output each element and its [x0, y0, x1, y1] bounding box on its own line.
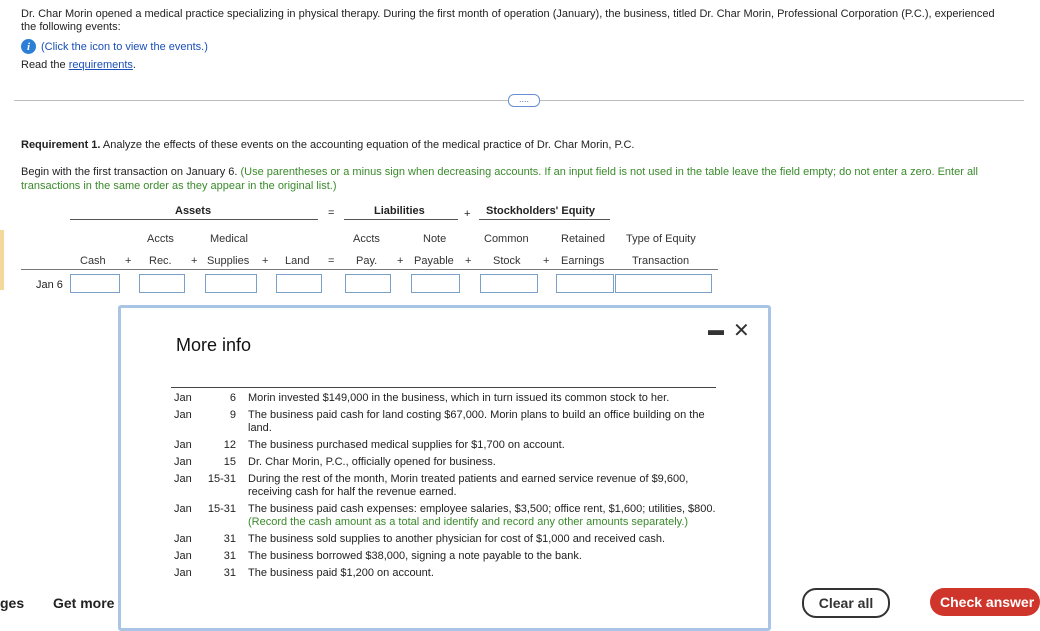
clear-all-button[interactable]: Clear all — [802, 588, 890, 618]
event-text — [248, 409, 716, 435]
common-stock-input[interactable] — [480, 274, 538, 293]
req1-label: Requirement 1. — [21, 139, 101, 151]
events-table — [171, 387, 716, 580]
event-row — [171, 409, 716, 435]
event-text — [248, 533, 716, 546]
req1-text: Analyze the effects of these events on the accounting equation of the medical practice of Dr. Char Morin, P.C. — [100, 139, 635, 151]
event-row — [171, 473, 716, 499]
event-description: The business borrowed $38,000, signing a note payable to the bank. — [248, 550, 582, 562]
info-line[interactable] — [21, 39, 208, 54]
event-text — [248, 439, 716, 452]
problem-intro: Dr. Char Morin opened a medical practice specializing in physical therapy. During the first month of operation (January), the business, titled Dr. Char Morin, Professional Corporation (P.C.), experienced the following events: — [21, 8, 995, 33]
col-pay: Pay. — [356, 255, 378, 267]
retained-earnings-input[interactable] — [556, 274, 614, 293]
col-common-top: Common — [484, 233, 529, 245]
requirement-1 — [21, 139, 634, 151]
accts-pay-input[interactable] — [345, 274, 391, 293]
header-rule — [21, 269, 718, 270]
col-land: Land — [285, 255, 310, 267]
event-text — [248, 550, 716, 563]
info-icon[interactable]: i — [21, 39, 36, 54]
left-edge-accent — [0, 230, 4, 290]
row-label: Jan 6 — [36, 279, 63, 291]
col-cash: Cash — [80, 255, 106, 267]
event-row — [171, 392, 716, 405]
event-description: The business sold supplies to another physician for cost of $1,000 and received cash. — [248, 533, 666, 545]
event-description: The business purchased medical supplies for $1,700 on account. — [248, 439, 565, 451]
event-text — [248, 567, 716, 580]
instructions — [21, 165, 1031, 193]
event-month: Jan — [174, 392, 192, 404]
event-text — [248, 503, 716, 529]
cash-input[interactable] — [70, 274, 120, 293]
event-month: Jan — [174, 409, 192, 421]
event-day: 15 — [223, 456, 236, 468]
liabilities-underline — [344, 219, 458, 220]
read-requirements — [21, 59, 136, 71]
event-day: 6 — [229, 392, 236, 404]
event-description: The business paid cash expenses: employee salaries, $3,500; office rent, $1,600; utilities, $800. — [248, 503, 716, 515]
event-day: 31 — [223, 550, 236, 562]
event-month: Jan — [174, 439, 192, 451]
read-prefix: Read the — [21, 59, 69, 71]
equity-header: Stockholders' Equity — [486, 205, 595, 217]
event-row — [171, 456, 716, 469]
assets-header: Assets — [175, 205, 212, 217]
expand-more-button[interactable]: .... — [508, 94, 540, 107]
plus-1: + — [125, 255, 132, 267]
get-more-help-button[interactable]: Get more — [53, 595, 115, 611]
event-month: Jan — [174, 503, 192, 515]
note-payable-input[interactable] — [411, 274, 460, 293]
supplies-input[interactable] — [205, 274, 257, 293]
close-icon[interactable]: ✕ — [733, 320, 750, 342]
plus-4: + — [397, 255, 404, 267]
event-description: The business paid $1,200 on account. — [248, 567, 434, 579]
plus-3: + — [262, 255, 269, 267]
plus-6: + — [543, 255, 550, 267]
plus-2: + — [191, 255, 198, 267]
col-earnings: Earnings — [561, 255, 605, 267]
event-description: Dr. Char Morin, P.C., officially opened for business. — [248, 456, 496, 468]
equals-sign: = — [328, 207, 335, 219]
liabilities-header: Liabilities — [374, 205, 425, 217]
event-row — [171, 533, 716, 546]
event-day: 12 — [223, 439, 236, 451]
view-events-link[interactable]: (Click the icon to view the events.) — [41, 40, 208, 53]
equity-underline — [479, 219, 610, 220]
event-description: During the rest of the month, Morin treated patients and earned service revenue of $9,600, receiving cash for half the revenue earned. — [248, 473, 689, 498]
event-day: 15-31 — [207, 503, 236, 515]
event-description: The business paid cash for land costing $67,000. Morin plans to build an office building on the land. — [248, 409, 705, 434]
check-answer-button[interactable]: Check answer — [930, 588, 1040, 616]
event-hint: (Record the cash amount as a total and identify and record any other amounts separately.) — [248, 516, 689, 528]
requirements-link[interactable]: requirements — [68, 59, 133, 71]
minimize-icon[interactable]: ▬ — [708, 322, 724, 339]
event-row — [171, 439, 716, 452]
more-info-dialog — [118, 305, 771, 631]
col-transaction: Transaction — [632, 255, 690, 267]
col-accts-pay-top: Accts — [353, 233, 380, 245]
instr-text: Begin with the first transaction on January 6. — [21, 166, 241, 178]
event-month: Jan — [174, 550, 192, 562]
land-input[interactable] — [276, 274, 322, 293]
event-month: Jan — [174, 456, 192, 468]
col-stock: Stock — [493, 255, 521, 267]
event-day: 15-31 — [207, 473, 236, 485]
instr-hint: (Use parentheses or a minus sign when decreasing accounts. If an input field is not used in the table leave the field empty; do not enter a zero. Enter all transactions in the same order as they appear in the original list.) — [21, 166, 978, 192]
col-type-equity-top: Type of Equity — [626, 233, 696, 245]
col-payable: Payable — [414, 255, 454, 267]
read-suffix: . — [132, 59, 136, 71]
equity-type-select[interactable] — [615, 274, 712, 293]
assets-underline — [70, 219, 318, 220]
col-note-top: Note — [423, 233, 447, 245]
event-text — [248, 456, 716, 469]
col-rec: Rec. — [149, 255, 172, 267]
event-text — [248, 392, 716, 405]
event-month: Jan — [174, 473, 192, 485]
accts-rec-input[interactable] — [139, 274, 185, 293]
col-medical-top: Medical — [210, 233, 248, 245]
col-accts-rec-top: Accts — [147, 233, 174, 245]
col-supplies: Supplies — [207, 255, 250, 267]
event-day: 9 — [229, 409, 236, 421]
event-day: 31 — [223, 567, 236, 579]
event-text — [248, 473, 716, 499]
plus-sign: + — [464, 208, 471, 220]
event-description: Morin invested $149,000 in the business, which in turn issued its common stock to her. — [248, 392, 670, 404]
event-month: Jan — [174, 533, 192, 545]
event-row — [171, 567, 716, 580]
event-row — [171, 503, 716, 529]
event-day: 31 — [223, 533, 236, 545]
event-month: Jan — [174, 567, 192, 579]
pages-button-partial[interactable]: ges — [0, 595, 25, 611]
plus-5: + — [465, 255, 472, 267]
dialog-title: More info — [176, 335, 252, 355]
col-retained-top: Retained — [561, 233, 606, 245]
equals-2: = — [328, 255, 335, 267]
event-row — [171, 550, 716, 563]
